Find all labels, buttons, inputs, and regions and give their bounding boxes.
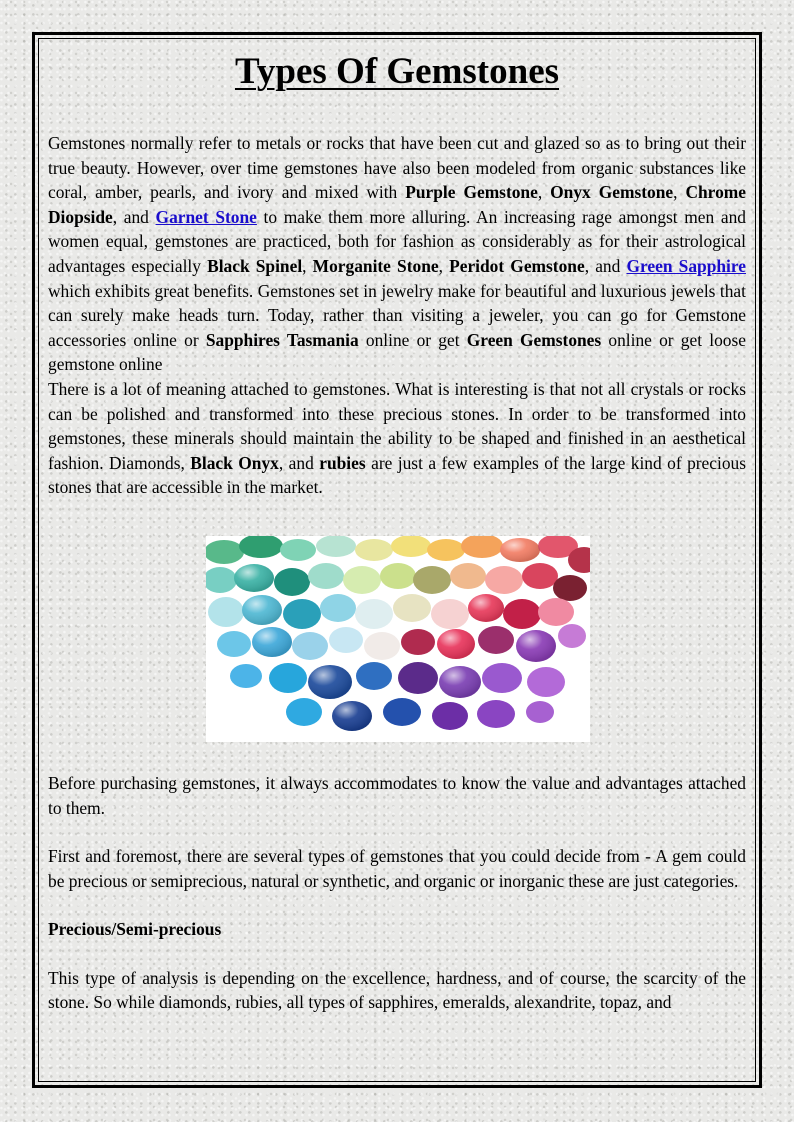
gem bbox=[230, 664, 262, 688]
analysis-paragraph: This type of analysis is depending on the excellence, hardness, and of course, the scarcity of the stone. So while diamonds, rubies, all types of sapphires, emeralds, alexandrite, topaz, and bbox=[48, 967, 746, 1013]
intro-paragraph: Gemstones normally refer to metals or rocks that have been cut and glazed so as to bring out their true beauty. However, over time gemstones have also been modeled from organic substances like coral, amber, pearls, and ivory and mixed with Purple Gemstone, Onyx Gemstone, Chrome Diopside, and Garnet Stone to make them more alluring. An increasing rage amongst men and women equal, gemstones are practiced, both for fashion as considerably as for their astrological advantages especially Black Spinel, Morganite Stone, Peridot Gemstone, and Green Sapphire which exhibits great benefits. Gemstones set in jewelry make for beautiful and luxurious jewels that can surely make heads turn. Today, rather than visiting a jeweler, you can go for Gemstone accessories online or Sapphires Tasmania online or get Green Gemstones online or get loose gemstone online bbox=[48, 133, 746, 375]
gem bbox=[343, 566, 381, 594]
gem bbox=[364, 632, 400, 660]
gem bbox=[401, 629, 435, 655]
gem bbox=[503, 599, 541, 629]
gemstones-photo bbox=[206, 536, 590, 742]
meaning-paragraph: There is a lot of meaning attached to gemstones. What is interesting is that not all crystals or rocks can be polished and transformed into these precious stones. In order to be transformed into gemstones, these minerals should maintain the ability to be shaped and finished in an aesthetical fashion. Diamonds, Black Onyx, and rubies are just a few examples of the large kind of precious stones that are accessible in the market. bbox=[48, 378, 746, 498]
section-heading: Precious/Semi-precious bbox=[48, 919, 222, 940]
gem bbox=[355, 599, 393, 629]
gem bbox=[398, 662, 438, 694]
gem bbox=[217, 631, 251, 657]
types-paragraph: First and foremost, there are several types of gemstones that you could decide from - A gem could be precious or semiprecious, natural or synthetic, and organic or inorganic these are just categories. bbox=[48, 846, 746, 891]
gem bbox=[432, 702, 468, 730]
gem bbox=[431, 599, 469, 629]
gem bbox=[380, 563, 416, 589]
gem bbox=[538, 598, 574, 626]
gem bbox=[308, 563, 344, 589]
gem bbox=[558, 624, 586, 648]
gem bbox=[482, 663, 522, 693]
gem bbox=[527, 667, 565, 697]
gem bbox=[329, 627, 363, 653]
document-body bbox=[48, 46, 746, 1015]
gem bbox=[283, 599, 321, 629]
gem bbox=[208, 597, 244, 627]
green-sapphire-link[interactable]: Green Sapphire bbox=[626, 255, 746, 276]
gem bbox=[280, 539, 316, 561]
purchasing-paragraph: Before purchasing gemstones, it always accommodates to know the value and advantages attached to them. bbox=[48, 772, 746, 818]
gem bbox=[391, 536, 431, 557]
gem bbox=[355, 539, 393, 561]
page-title: Types Of Gemstones bbox=[234, 51, 560, 92]
gem bbox=[427, 539, 465, 561]
gem bbox=[356, 662, 392, 690]
gem bbox=[553, 575, 587, 601]
gem bbox=[274, 568, 310, 596]
gem bbox=[477, 700, 515, 728]
gem bbox=[393, 594, 431, 622]
gem bbox=[522, 563, 558, 589]
gem bbox=[383, 698, 421, 726]
gem bbox=[478, 626, 514, 654]
gem bbox=[526, 701, 554, 723]
gem bbox=[269, 663, 307, 693]
gem bbox=[286, 698, 322, 726]
garnet-stone-link[interactable]: Garnet Stone bbox=[155, 206, 257, 227]
gem bbox=[292, 632, 328, 660]
gem bbox=[316, 536, 356, 557]
gem bbox=[485, 566, 523, 594]
gem bbox=[450, 563, 486, 589]
gem bbox=[413, 566, 451, 594]
gem bbox=[320, 594, 356, 622]
